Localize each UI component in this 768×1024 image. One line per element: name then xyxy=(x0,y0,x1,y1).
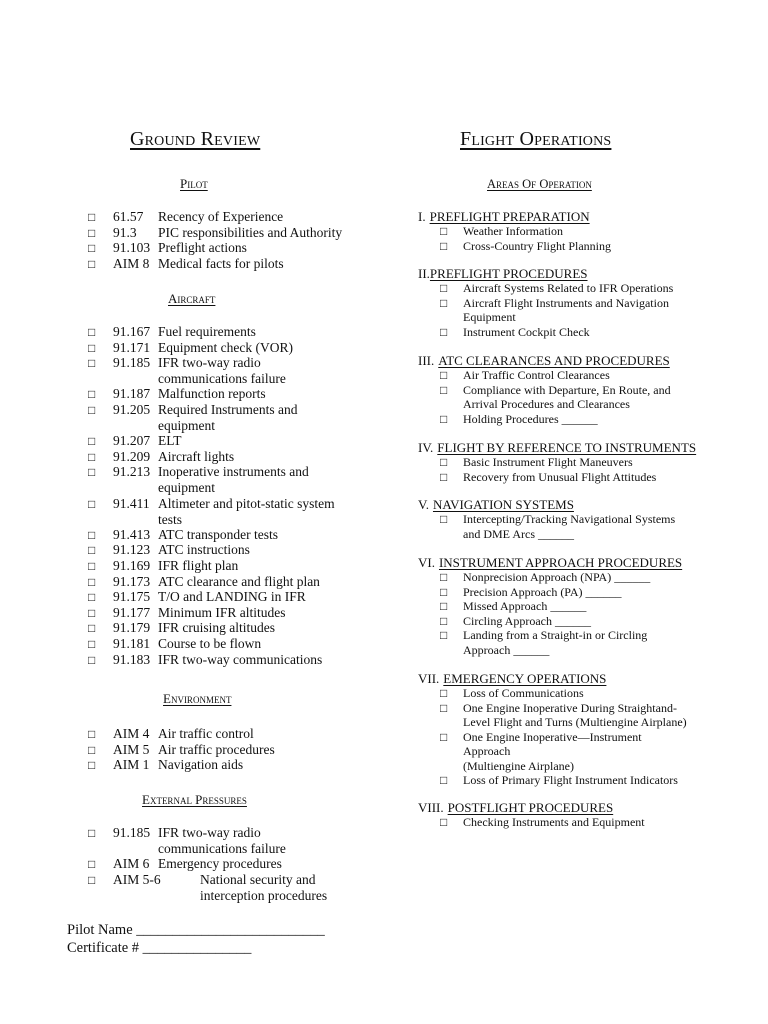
description-line: Course to be flown xyxy=(158,636,262,651)
description-line: Malfunction reports xyxy=(158,386,266,402)
task-line: and DME Arcs ______ xyxy=(463,526,574,541)
description-line: Medical facts for pilots xyxy=(158,255,284,271)
checkbox[interactable]: □ xyxy=(440,570,448,584)
description-line: tests xyxy=(158,511,183,527)
description-line: Preflight actions xyxy=(158,240,247,256)
section-heading: Aircraft xyxy=(168,291,216,306)
description-line: Recency of Experience xyxy=(158,209,284,224)
item-description xyxy=(158,464,309,496)
task-description xyxy=(463,815,645,830)
checkbox[interactable]: □ xyxy=(440,729,448,744)
areas-of-operation-heading: Areas Of Operation xyxy=(487,177,592,191)
task-description xyxy=(463,455,633,470)
item-description xyxy=(158,636,261,652)
item-description xyxy=(158,620,275,636)
checkbox[interactable]: □ xyxy=(440,324,448,339)
task-line: Missed Approach ______ xyxy=(463,599,587,613)
task-description xyxy=(463,224,563,239)
regulation-code: 91.207 xyxy=(113,433,151,449)
task-line: Precision Approach (PA) ______ xyxy=(463,584,622,599)
task-line: Arrival Procedures and Clearances xyxy=(463,397,630,411)
task-line: Holding Procedures ______ xyxy=(463,411,598,426)
description-line: Air traffic procedures xyxy=(158,741,275,757)
description-line: IFR cruising altitudes xyxy=(158,620,275,636)
checkbox[interactable]: □ xyxy=(88,340,96,355)
task-description xyxy=(463,730,642,774)
regulation-code: 91.171 xyxy=(113,339,151,355)
checkbox[interactable]: □ xyxy=(440,382,448,397)
regulation-code: 91.177 xyxy=(113,604,151,620)
regulation-code: 91.183 xyxy=(113,651,151,667)
checkbox[interactable]: □ xyxy=(88,637,96,651)
description-line: ATC transponder tests xyxy=(158,526,278,542)
description-line: Altimeter and pitot-static system xyxy=(158,495,335,511)
regulation-code: AIM 5 xyxy=(113,741,150,757)
task-description xyxy=(463,239,611,254)
item-description xyxy=(158,605,286,621)
item-description xyxy=(158,856,282,872)
area-title: NAVIGATION SYSTEMS xyxy=(432,497,574,512)
task-line: Compliance with Departure, En Route, and xyxy=(463,382,671,397)
task-line: Approach ______ xyxy=(463,642,550,657)
checkbox[interactable]: □ xyxy=(440,815,448,829)
regulation-code: AIM 8 xyxy=(113,255,150,271)
checkbox[interactable]: □ xyxy=(88,543,96,558)
regulation-code: AIM 1 xyxy=(113,757,150,773)
checkbox[interactable]: □ xyxy=(88,210,96,224)
area-number: VI. xyxy=(418,555,435,570)
description-line: Minimum IFR altitudes xyxy=(158,604,286,620)
checkbox[interactable]: □ xyxy=(88,256,96,271)
area-title: PREFLIGHT PROCEDURES xyxy=(429,266,588,281)
item-description xyxy=(158,433,182,449)
task-line: One Engine Inoperative During Straightand- xyxy=(463,700,677,715)
task-line: Aircraft Flight Instruments and Navigation xyxy=(463,295,669,310)
task-description xyxy=(463,412,598,427)
task-description xyxy=(463,368,610,383)
description-line: PIC responsibilities and Authority xyxy=(158,224,343,240)
area-title: FLIGHT BY REFERENCE TO INSTRUMENTS xyxy=(437,440,697,455)
item-description xyxy=(158,209,283,225)
task-description xyxy=(463,628,647,657)
area-title: ATC CLEARANCES AND PROCEDURES xyxy=(438,353,670,368)
regulation-code: 91.173 xyxy=(113,573,151,589)
checkbox[interactable]: □ xyxy=(88,621,96,636)
checkbox[interactable]: □ xyxy=(440,700,448,715)
task-line: One Engine Inoperative—Instrument xyxy=(463,729,642,744)
checkbox[interactable]: □ xyxy=(88,872,96,887)
task-description xyxy=(463,281,673,296)
item-description xyxy=(158,324,256,340)
regulation-code: 91.181 xyxy=(113,636,151,651)
item-description xyxy=(158,742,275,758)
ground-review-title: Ground Review xyxy=(130,128,261,150)
area-of-operation-heading xyxy=(418,440,696,456)
description-line: Aircraft lights xyxy=(158,448,235,464)
regulation-code: 91.123 xyxy=(113,542,151,558)
item-description xyxy=(158,652,322,668)
item-description xyxy=(158,225,342,241)
regulation-code: 91.179 xyxy=(113,620,151,636)
item-description xyxy=(158,449,234,465)
checkbox[interactable]: □ xyxy=(88,826,96,840)
regulation-code: AIM 4 xyxy=(113,726,150,741)
regulation-code: 91.185 xyxy=(113,355,151,371)
task-description xyxy=(463,686,584,701)
checkbox[interactable]: □ xyxy=(88,325,96,339)
task-description xyxy=(463,585,622,600)
area-title: INSTRUMENT APPROACH PROCEDURES xyxy=(438,555,683,570)
checkbox[interactable]: □ xyxy=(88,465,96,480)
area-of-operation-heading xyxy=(418,555,682,571)
task-line: Level Flight and Turns (Multiengine Airplane) xyxy=(463,715,687,729)
description-line: Required Instruments and xyxy=(158,402,298,417)
regulation-code: 91.103 xyxy=(113,240,151,256)
area-title: EMERGENCY OPERATIONS xyxy=(443,671,607,686)
description-line: Equipment check (VOR) xyxy=(158,339,293,355)
item-description xyxy=(158,402,297,434)
task-line: Air Traffic Control Clearances xyxy=(463,368,610,382)
checkbox[interactable]: □ xyxy=(440,455,448,469)
checkbox[interactable]: □ xyxy=(88,574,96,589)
description-line: IFR two-way communications xyxy=(158,651,323,667)
area-number: IV. xyxy=(418,440,434,455)
checkbox[interactable]: □ xyxy=(440,295,448,310)
task-description xyxy=(463,325,590,340)
task-line: Landing from a Straight-in or Circling xyxy=(463,628,648,642)
checkbox[interactable]: □ xyxy=(88,742,96,757)
task-line: Checking Instruments and Equipment xyxy=(463,815,645,829)
area-number: VIII. xyxy=(418,800,444,815)
checkbox[interactable]: □ xyxy=(440,512,448,526)
item-description xyxy=(158,542,250,558)
checkbox[interactable]: □ xyxy=(88,241,96,256)
checkbox[interactable]: □ xyxy=(88,356,96,371)
checkbox[interactable]: □ xyxy=(88,387,96,402)
description-line: ELT xyxy=(158,433,182,449)
area-number: VII. xyxy=(418,671,440,686)
regulation-code: 91.167 xyxy=(113,324,151,339)
task-line: Recovery from Unusual Flight Attitudes xyxy=(463,469,657,484)
description-line: communications failure xyxy=(158,841,286,856)
task-line: Instrument Cockpit Check xyxy=(463,324,590,339)
task-line: Weather Information xyxy=(463,224,563,238)
item-description xyxy=(158,589,306,605)
description-line: ATC clearance and flight plan xyxy=(158,573,320,589)
task-description xyxy=(463,512,675,541)
task-line: (Multiengine Airplane) xyxy=(463,758,574,773)
checkbox[interactable]: □ xyxy=(440,628,448,642)
section-heading: Pilot xyxy=(180,176,208,191)
checkbox[interactable]: □ xyxy=(88,758,96,773)
pilot-name-field[interactable]: Pilot Name __________________________ xyxy=(67,922,325,938)
area-of-operation-heading xyxy=(418,800,613,816)
area-title: PREFLIGHT PREPARATION xyxy=(429,209,590,224)
area-of-operation-heading xyxy=(418,266,588,282)
description-line: Inoperative instruments and xyxy=(158,464,309,480)
task-line: Loss of Communications xyxy=(463,686,584,700)
item-description xyxy=(158,496,335,528)
task-line: Nonprecision Approach (NPA) ______ xyxy=(463,570,651,584)
item-description xyxy=(158,386,266,402)
regulation-code: 91.205 xyxy=(113,402,151,417)
description-line: interception procedures xyxy=(200,887,328,903)
checkbox[interactable]: □ xyxy=(88,605,96,620)
flight-operations-title: Flight Operations xyxy=(460,128,612,150)
regulation-code: AIM 5-6 xyxy=(113,871,161,887)
area-of-operation-heading xyxy=(418,671,606,687)
checkbox[interactable]: □ xyxy=(440,238,448,253)
description-line: T/O and LANDING in IFR xyxy=(158,589,306,605)
description-line: IFR flight plan xyxy=(158,558,239,573)
description-line: IFR two-way radio xyxy=(158,355,261,371)
item-description xyxy=(158,726,254,742)
area-of-operation-heading xyxy=(418,353,670,369)
description-line: equipment xyxy=(158,418,215,433)
task-line: Approach xyxy=(463,744,511,758)
task-line: Equipment xyxy=(463,310,516,324)
area-title: POSTFLIGHT PROCEDURES xyxy=(447,800,614,815)
task-description xyxy=(463,599,586,614)
area-number: III. xyxy=(418,353,435,368)
checkbox[interactable]: □ xyxy=(88,225,96,240)
checkbox[interactable]: □ xyxy=(440,224,448,238)
item-description xyxy=(158,757,243,773)
item-description xyxy=(158,340,293,356)
item-description xyxy=(200,872,327,904)
task-description xyxy=(463,296,669,325)
checkbox[interactable]: □ xyxy=(88,434,96,449)
area-of-operation-heading xyxy=(418,209,590,225)
description-line: IFR two-way radio xyxy=(158,825,261,840)
checkbox[interactable]: □ xyxy=(88,559,96,573)
task-line: Loss of Primary Flight Instrument Indicators xyxy=(463,773,678,787)
description-line: Emergency procedures xyxy=(158,856,282,872)
description-line: ATC instructions xyxy=(158,542,250,558)
regulation-code: 91.413 xyxy=(113,526,151,542)
task-description xyxy=(463,570,650,585)
regulation-code: 61.57 xyxy=(113,209,144,224)
regulation-code: 91.175 xyxy=(113,589,151,605)
description-line: Air traffic control xyxy=(158,726,254,741)
checkbox[interactable]: □ xyxy=(88,727,96,741)
regulation-code: 91.185 xyxy=(113,825,151,840)
description-line: communications failure xyxy=(158,371,286,387)
section-heading: External Pressures xyxy=(142,792,247,807)
checkbox[interactable]: □ xyxy=(88,403,96,417)
checkbox[interactable]: □ xyxy=(88,496,96,511)
task-line: Circling Approach ______ xyxy=(463,613,591,628)
area-number: II. xyxy=(418,266,430,281)
task-line: Cross-Country Flight Planning xyxy=(463,238,612,253)
area-number: I. xyxy=(418,209,426,224)
task-description xyxy=(463,701,687,730)
description-line: National security and xyxy=(200,871,316,887)
regulation-code: 91.213 xyxy=(113,464,151,480)
description-line: Navigation aids xyxy=(158,757,244,773)
area-of-operation-heading xyxy=(418,497,574,513)
item-description xyxy=(158,558,238,574)
item-description xyxy=(158,574,320,590)
checkbox[interactable]: □ xyxy=(440,599,448,613)
item-description xyxy=(158,240,247,256)
regulation-code: 91.411 xyxy=(113,495,150,511)
checkbox[interactable]: □ xyxy=(440,469,448,484)
checkbox[interactable]: □ xyxy=(440,411,448,426)
task-description xyxy=(463,470,656,485)
item-description xyxy=(158,256,284,272)
task-line: Aircraft Systems Related to IFR Operations xyxy=(463,281,674,295)
task-description xyxy=(463,773,678,788)
checkbox[interactable]: □ xyxy=(440,613,448,628)
regulation-code: 91.187 xyxy=(113,386,151,402)
checkbox[interactable]: □ xyxy=(440,686,448,700)
item-description xyxy=(158,825,286,857)
checkbox[interactable]: □ xyxy=(440,584,448,599)
section-heading: Environment xyxy=(163,691,232,706)
checkbox[interactable]: □ xyxy=(440,368,448,382)
item-description xyxy=(158,527,278,543)
item-description xyxy=(158,355,286,387)
task-description xyxy=(463,383,671,412)
task-line: Basic Instrument Flight Maneuvers xyxy=(463,455,633,469)
area-number: V. xyxy=(418,497,429,512)
checkbox[interactable]: □ xyxy=(440,281,448,295)
checkbox[interactable]: □ xyxy=(88,857,96,872)
description-line: Fuel requirements xyxy=(158,324,256,339)
checkbox[interactable]: □ xyxy=(88,449,96,464)
checkbox[interactable]: □ xyxy=(88,527,96,542)
task-line: Intercepting/Tracking Navigational Systems xyxy=(463,512,676,526)
regulation-code: AIM 6 xyxy=(113,856,150,872)
description-line: equipment xyxy=(158,480,215,496)
regulation-code: 91.3 xyxy=(113,224,137,240)
checkbox[interactable]: □ xyxy=(440,773,448,787)
checkbox[interactable]: □ xyxy=(88,652,96,667)
certificate-field[interactable]: Certificate # _______________ xyxy=(67,940,252,956)
task-description xyxy=(463,614,591,629)
regulation-code: 91.209 xyxy=(113,448,151,464)
checkbox[interactable]: □ xyxy=(88,590,96,605)
regulation-code: 91.169 xyxy=(113,558,151,573)
